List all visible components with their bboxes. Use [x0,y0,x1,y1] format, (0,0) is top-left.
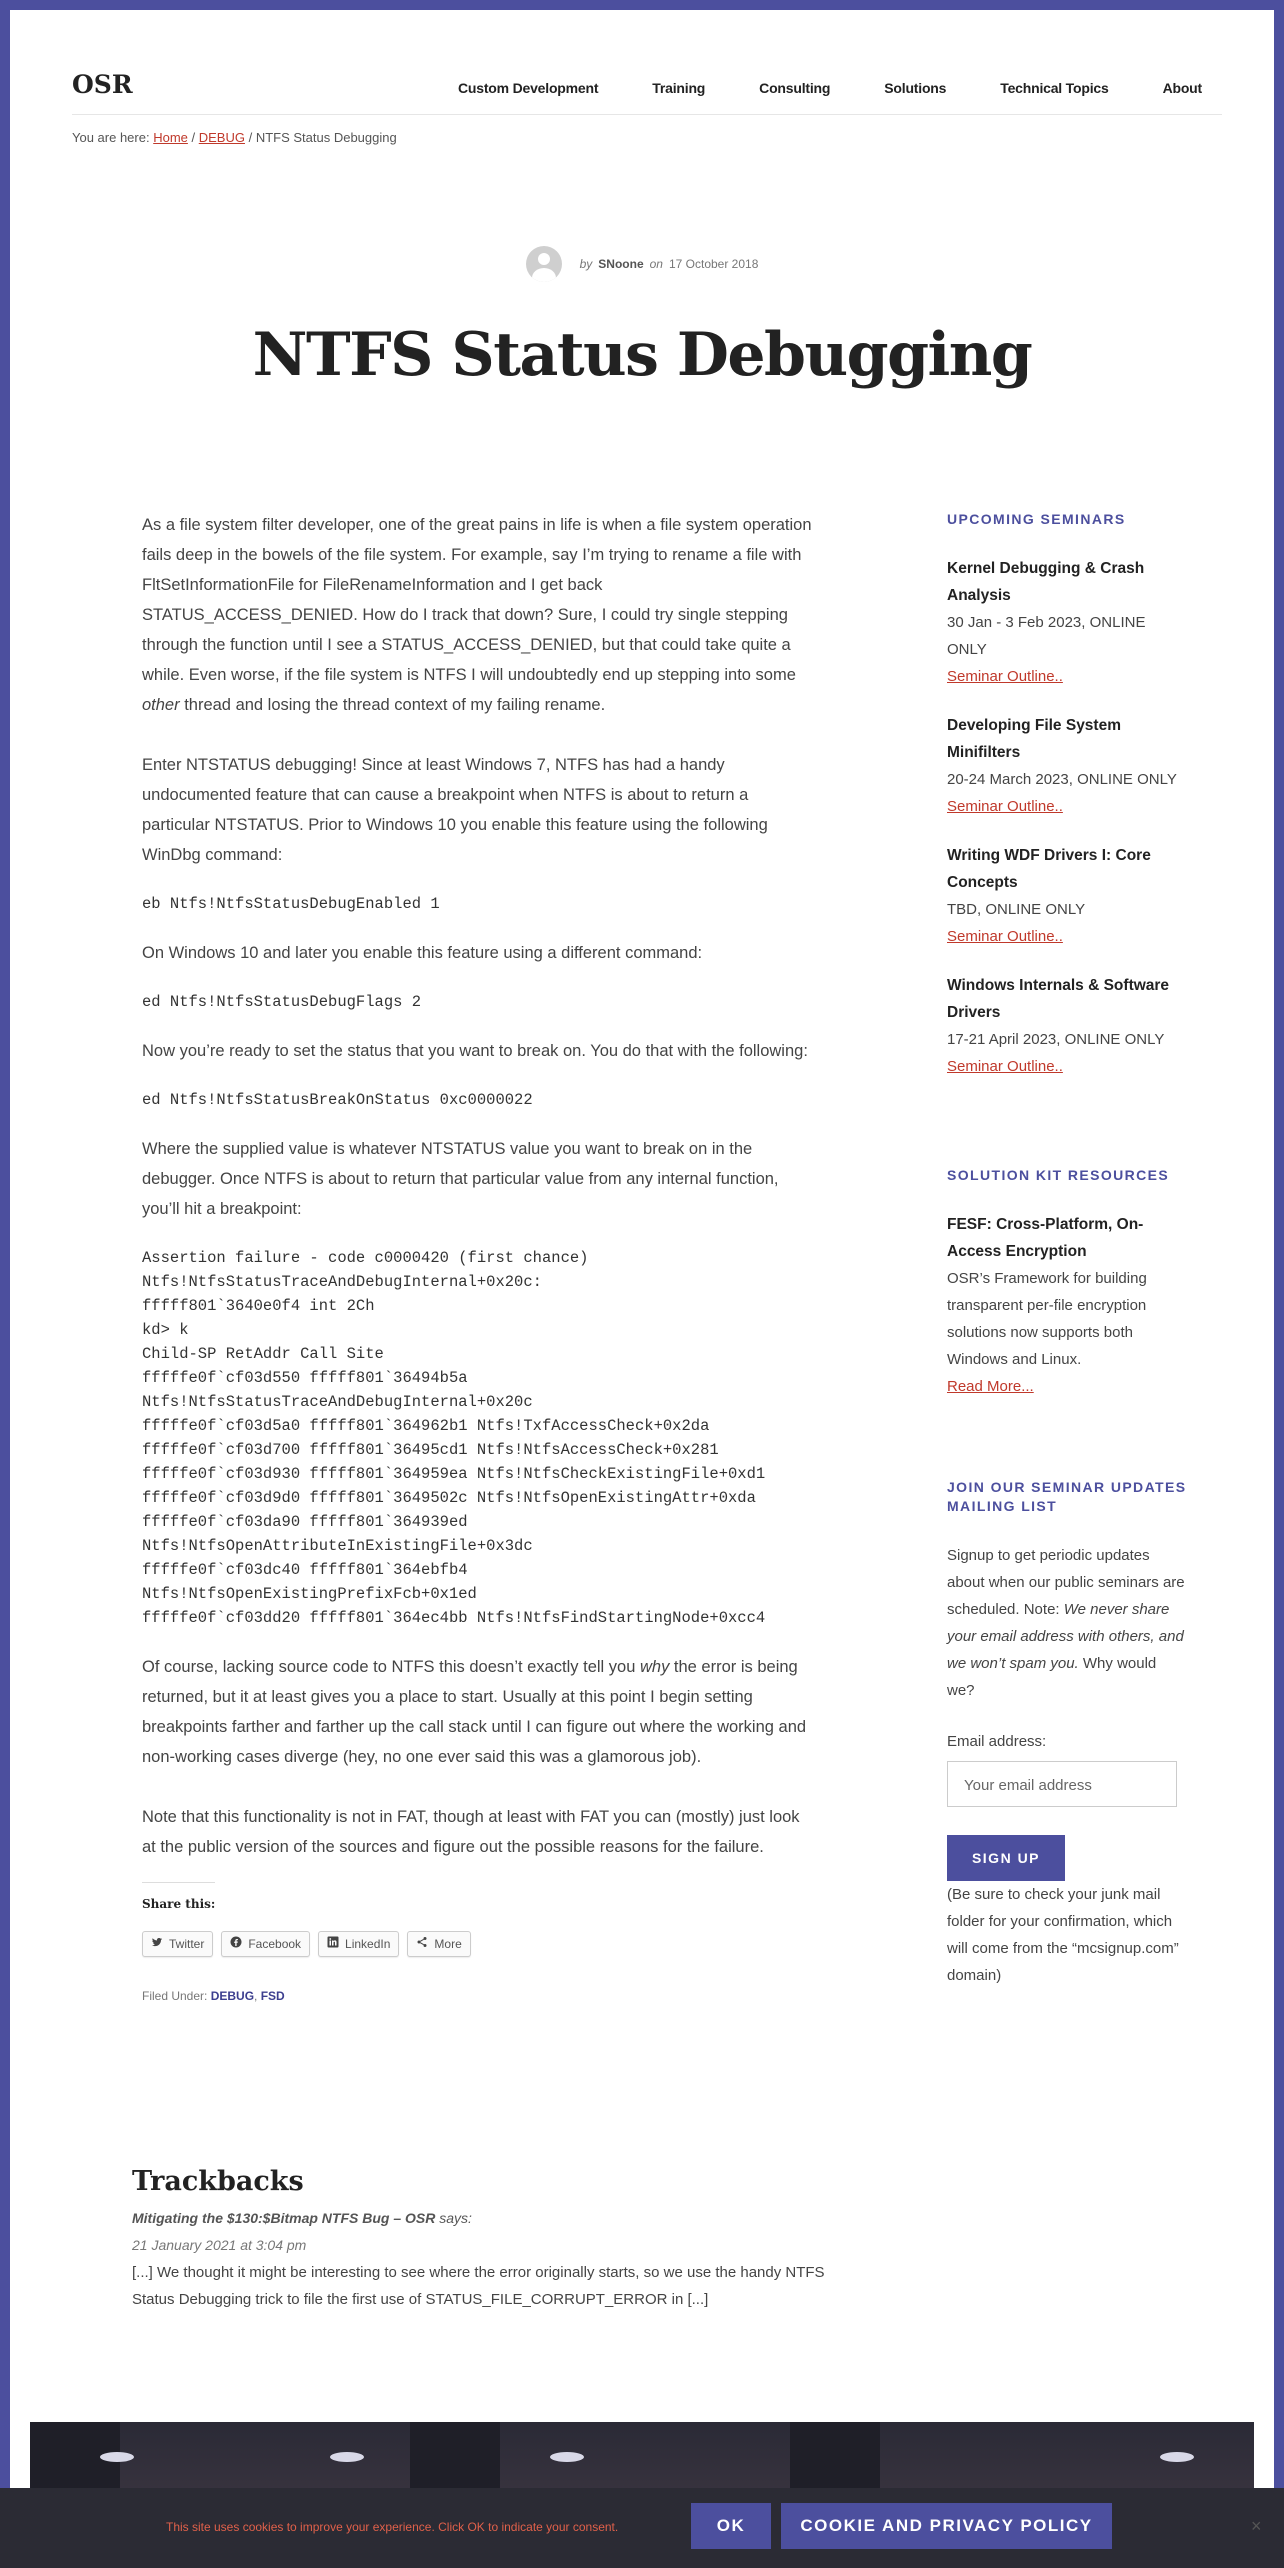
entry-meta [10,246,1274,282]
cookie-bar [0,2488,1284,2568]
filed-label: Filed Under: [142,1989,211,2003]
breadcrumb-category-link[interactable]: DEBUG [198,130,245,145]
code-block: Assertion failure - code c0000420 (first chance) Ntfs!NtfsStatusTraceAndDebugInternal+0x20c: fffff801`3640e0f4 int 2Ch kd> k Child-SP RetAddr Call Site fffffe0f`cf03d550 fffff801`36494b5a Ntfs!NtfsStatusTraceAndDebugInternal+0x20c fffffe0f`cf03d5a0 fffff801`364962b1 Ntfs!TxfAccessCheck+0x2da fffffe0f`cf03d700 fffff801`36495cd1 Ntfs!NtfsAccessCheck+0x281 fffffe0f`cf03d930 fffff801`364959ea Ntfs!NtfsCheckExistingFile+0xd1 fffffe0f`cf03d9d0 fffff801`3649502c Ntfs!NtfsOpenExistingAttr+0xda fffffe0f`cf03da90 fffff801`364939ed Ntfs!NtfsOpenAttributeInExistingFile+0x3dc fffffe0f`cf03dc40 fffff801`364ebfb4 Ntfs!NtfsOpenExistingPrefixFcb+0x1ed fffffe0f`cf03dd20 fffff801`364ec4bb Ntfs!NtfsFindStartingNode+0xcc4 [142,1249,766,1627]
paragraph: Note that this functionality is not in FAT, though at least with FAT you can (mostly) just look at the public version of the sources and figure out the possible reasons for the failure. [142,1808,800,1856]
text: Of course, lacking source code to NTFS this doesn’t exactly tell you [142,1658,640,1676]
category-link-debug[interactable]: DEBUG [210,1989,255,2003]
footer-light [330,2452,364,2462]
seminar-title: Windows Internals & Software Drivers [947,977,1170,1021]
footer-light [550,2452,584,2462]
seminar-title: Kernel Debugging & Crash Analysis [947,560,1145,604]
nav-custom-development[interactable]: Custom Development [457,80,599,96]
widget-title-mailing-list: JOIN OUR SEMINAR UPDATES MAILING LIST [947,1479,1187,1514]
filed-under [142,1981,812,2011]
post-date: 17 October 2018 [668,257,759,271]
trackbacks [132,2168,832,2313]
widget-title-solution-kit: SOLUTION KIT RESOURCES [947,1167,1170,1183]
seminar-date: 30 Jan - 3 Feb 2023, ONLINE ONLY [947,614,1146,658]
breadcrumb [72,130,397,145]
text: thread and losing the thread context of my failing rename. [179,696,606,714]
code-block: ed Ntfs!NtfsStatusBreakOnStatus 0xc0000022 [142,1091,533,1109]
paragraph: On Windows 10 and later you enable this feature using a different command: [142,944,703,962]
nav-consulting[interactable]: Consulting [759,80,831,96]
linkedin-icon [327,1929,339,1959]
breadcrumb-current: NTFS Status Debugging [255,130,397,145]
paragraph: Enter NTSTATUS debugging! Since at least Windows 7, NTFS has had a handy undocumented feature that can cause a breakpoint when NTFS is about to return a particular NTSTATUS. Prior to Windows 10 you enable this feature using the following WinDbg command: [142,756,768,864]
emphasis: why [639,1658,670,1676]
nav-solutions[interactable]: Solutions [884,80,947,96]
kit-item [947,1211,1187,1400]
nav-technical-topics[interactable]: Technical Topics [1000,80,1109,96]
code-block: eb Ntfs!NtfsStatusDebugEnabled 1 [142,895,440,913]
cookie-text: This site uses cookies to improve your experience. Click OK to indicate your consent. [166,2520,619,2534]
site-title[interactable]: OSR [72,70,133,99]
close-icon[interactable]: × [1251,2516,1262,2536]
emphasis: other [142,696,180,714]
emphasis: We never share your email address with others, and we won’t spam you. [947,1601,1184,1672]
share-linkedin-button[interactable] [318,1931,399,1957]
text: the error is being returned, but it at least gives you a place to start. Usually at this point I begin setting breakpoints farther and farther up the call stack until I can figure out where the working and non-working cases diverge (hey, no one ever said this was a glamorous job). [142,1658,807,1766]
facebook-icon [230,1929,242,1959]
breadcrumb-separator: / [187,130,199,145]
breadcrumb-prefix: You are here: [72,130,154,145]
read-more-link[interactable]: Read More... [947,1378,1034,1395]
site-header [72,60,1222,115]
share-label: Facebook [248,1937,302,1951]
seminar-outline-link[interactable]: Seminar Outline.. [947,798,1063,815]
breadcrumb-home-link[interactable]: Home [153,130,188,145]
share-twitter-button[interactable] [142,1931,213,1957]
share-label: LinkedIn [345,1937,391,1951]
seminar-outline-link[interactable]: Seminar Outline.. [947,1058,1063,1075]
page-title: NTFS Status Debugging [252,320,1032,390]
seminar-outline-link[interactable]: Seminar Outline.. [947,668,1063,685]
main-nav [404,80,1202,96]
email-field[interactable]: Your email address [947,1761,1177,1807]
category-link-fsd[interactable]: FSD [260,1989,285,2003]
trackback-link[interactable]: Mitigating the $130:$Bitmap NTFS Bug – OSR [132,2210,436,2226]
text: Signup to get periodic updates about when our public seminars are scheduled. Note: [947,1547,1185,1618]
code-block: ed Ntfs!NtfsStatusDebugFlags 2 [142,993,422,1011]
seminar-date: TBD, ONLINE ONLY [947,901,1086,918]
share-facebook-button[interactable] [221,1931,310,1957]
seminar-title: Developing File System Minifilters [947,717,1121,761]
paragraph: Where the supplied value is whatever NTSTATUS value you want to break on in the debugger. Once NTFS is about to return that particular value from any internal function, you’ll hit a breakpoint: [142,1140,779,1218]
seminar-title: Writing WDF Drivers I: Core Concepts [947,847,1151,891]
trackback-date[interactable]: 21 January 2021 at 3:04 pm [132,2237,307,2253]
share-buttons [142,1931,812,1957]
cookie-ok-button[interactable]: OK [691,2503,771,2549]
paragraph: Now you’re ready to set the status that you want to break on. You do that with the following: [142,1042,808,1060]
signup-note: (Be sure to check your junk mail folder for your confirmation, which will come from the “mcsignup.com” domain) [947,1886,1179,1984]
filed-separator: , [254,1989,261,2003]
says: says: [435,2210,472,2226]
nav-about[interactable]: About [1162,80,1202,96]
trackback-text: [...] We thought it might be interesting to see where the error originally starts, so we use the handy NTFS Status Debugging trick to file the first use of STATUS_FILE_CORRUPT_ERROR in [...] [132,2264,825,2308]
nav-training[interactable]: Training [652,80,706,96]
breadcrumb-separator: / [244,130,256,145]
page [10,10,1274,2568]
text: As a file system filter developer, one of the great pains in life is when a file system operation fails deep in the bowels of the file system. For example, say I’m trying to rename a file with FltSetInformationFile for FileRenameInformation and I get back STATUS_ACCESS_DENIED. How do I track that down? Sure, I could try single stepping through the function until I see a STATUS_ACCESS_DENIED, but that could take quite a while. Even worse, if the file system is NTFS I will undoubtedly end up stepping into some [142,516,812,684]
seminar-item [947,555,1187,690]
seminar-date: 17-21 April 2023, ONLINE ONLY [947,1031,1165,1048]
avatar [526,246,562,282]
twitter-icon [151,1929,163,1959]
meta-by: by [579,257,593,271]
cookie-policy-button[interactable]: COOKIE AND PRIVACY POLICY [781,2503,1112,2549]
paragraph [142,1652,812,1772]
share-icon [416,1929,428,1959]
footer-light [1160,2452,1194,2462]
seminar-item [947,972,1187,1080]
mailing-text [947,1542,1187,1704]
share-label: Twitter [169,1937,205,1951]
sign-up-button[interactable]: SIGN UP [947,1835,1065,1881]
seminar-item [947,712,1187,820]
seminar-date: 20-24 March 2023, ONLINE ONLY [947,771,1177,788]
kit-title: FESF: Cross-Platform, On-Access Encryption [947,1216,1144,1260]
share-more-button[interactable] [407,1931,470,1957]
article-content [142,510,812,2011]
kit-text: OSR’s Framework for building transparent per-file encryption solutions now supports both Windows and Linux. [947,1270,1147,1368]
paragraph [142,510,812,720]
trackback-author [132,2205,832,2232]
author-name[interactable]: SNoone [598,257,644,271]
widget-title-seminars: UPCOMING SEMINARS [947,511,1126,527]
sidebar [947,510,1187,1989]
trackbacks-title: Trackbacks [132,2166,304,2197]
email-label: Email address: [947,1733,1047,1750]
footer-light [100,2452,134,2462]
text: Why would we? [947,1655,1157,1699]
meta-on: on [649,257,663,271]
share-label: More [434,1937,462,1951]
share-title: Share this: [142,1882,215,1919]
seminar-outline-link[interactable]: Seminar Outline.. [947,928,1063,945]
seminar-item [947,842,1187,950]
